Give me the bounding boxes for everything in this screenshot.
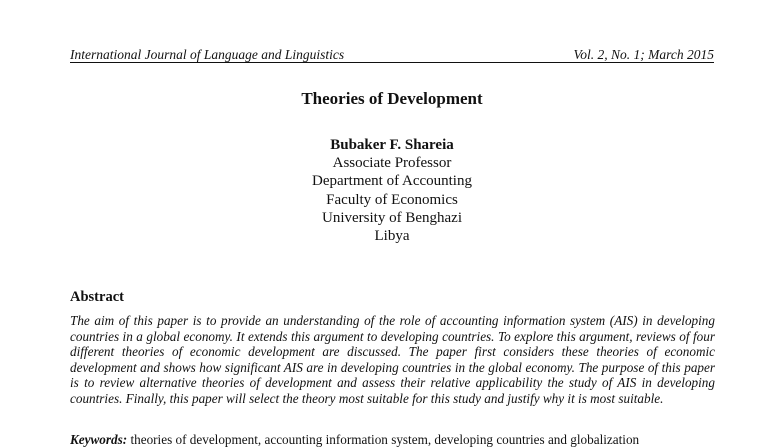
paper-title: Theories of Development	[301, 89, 483, 108]
author-name: Bubaker F. Shareia	[330, 137, 454, 153]
author-block	[0, 136, 784, 245]
keywords-label: Keywords:	[70, 432, 128, 447]
abstract-heading: Abstract	[70, 289, 124, 305]
running-header	[70, 46, 714, 64]
author-position: Associate Professor	[332, 155, 452, 172]
keywords-text: theories of development, accounting information system, developing countries and globalization	[127, 432, 640, 447]
author-department: Department of Accounting	[312, 173, 472, 190]
author-university: University of Benghazi	[322, 209, 462, 226]
author-faculty: Faculty of Economics	[326, 191, 458, 208]
author-country: Libya	[374, 228, 410, 245]
header-rule	[70, 62, 714, 63]
abstract-text: The aim of this paper is to provide an understanding of the role of accounting information system (AIS) in developing countries in a global economy. It extends this argument to developing countries. To explore this argument, reviews of four different theories of economic development are discussed. The paper first considers these theories of economic development and shows how significant AIS are in developing countries in the global economy. The purpose of this paper is to review alternative theories of development and assess their relative applicability the study of AIS in developing countries. Finally, this paper will select the theory most suitable for this study and justify why it is most suitable.	[70, 313, 715, 406]
journal-issue: Vol. 2, No. 1; March 2015	[573, 47, 714, 62]
journal-name: International Journal of Language and Linguistics	[70, 47, 345, 62]
keywords-line	[70, 432, 715, 448]
